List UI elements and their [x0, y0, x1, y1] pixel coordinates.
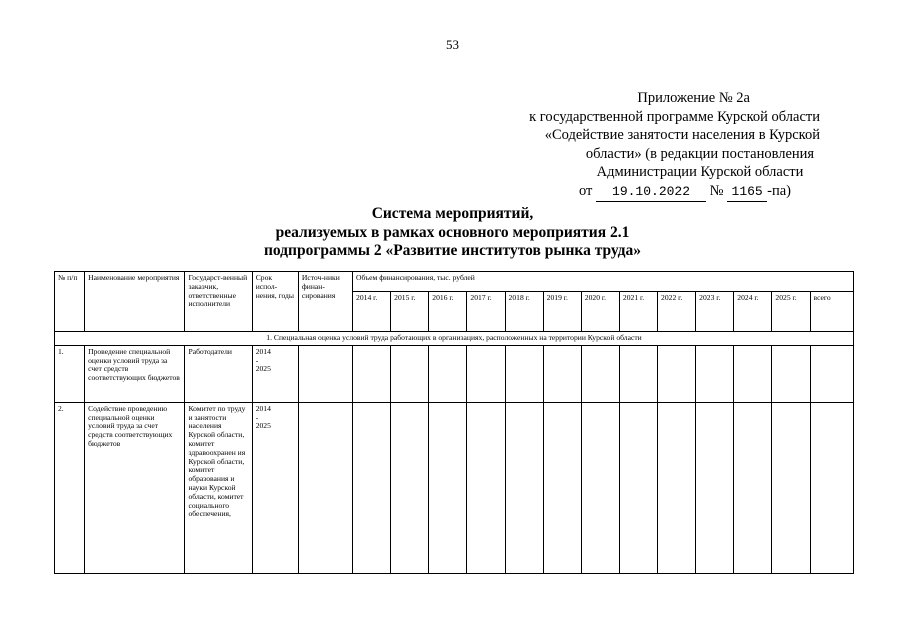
row-cell: [505, 402, 543, 573]
row-cell: [734, 402, 772, 573]
row-cell: [696, 345, 734, 402]
row-name: Проведение специальной оценки условий труда за счет средств соответствующих бюджетов: [85, 345, 185, 402]
order-suffix: -па): [767, 182, 791, 199]
row-cell: [429, 345, 467, 402]
row-name: Содействие проведению специальной оценки условий труда за счет средств соответствующих бюджетов: [85, 402, 185, 573]
row-cell: [658, 402, 696, 573]
header-year: 2018 г.: [505, 292, 543, 332]
appendix-line-5: Администрации Курской области: [596, 164, 804, 180]
row-cell: [810, 345, 853, 402]
document-title: [0, 205, 905, 261]
table-row: [55, 402, 854, 573]
row-cell: [734, 345, 772, 402]
header-name: Наименование мероприятия: [85, 272, 185, 332]
appendix-line-3: «Содействие занятости населения в Курской: [544, 127, 820, 143]
appendix-block: [470, 89, 820, 202]
order-prefix: от: [579, 182, 593, 199]
section-title: 1. Специальная оценка условий труда работающих в организациях, расположенных на территории Курской области: [55, 332, 854, 346]
header-total: всего: [810, 292, 853, 332]
page-number: 53: [446, 37, 459, 52]
appendix-line-1: Приложение № 2а: [637, 90, 750, 106]
header-year: 2025 г.: [772, 292, 810, 332]
header-year: 2023 г.: [696, 292, 734, 332]
appendix-line-2: к государственной программе Курской области: [529, 108, 820, 125]
header-term: Срок испол-нения, годы: [252, 272, 298, 332]
header-year: 2017 г.: [467, 292, 505, 332]
order-line: [470, 182, 820, 203]
header-funding: Объем финансирования, тыс. рублей: [353, 272, 854, 292]
row-term: 2014 - 2025: [252, 345, 298, 402]
row-cell: [467, 402, 505, 573]
row-cell: [619, 402, 657, 573]
header-year: 2020 г.: [581, 292, 619, 332]
row-customer: Комитет по труду и занятости населения Курской области, комитет здравоохранен ия Курской области, комитет образования и науки Курской области, комитет социального обеспечения,: [185, 402, 252, 573]
row-cell: [772, 345, 810, 402]
row-cell: [543, 402, 581, 573]
title-line-2: реализуемых в рамках основного мероприятия 2.1: [275, 223, 630, 241]
title-line-1: Система мероприятий,: [371, 205, 534, 222]
row-cell: [353, 345, 391, 402]
row-cell: [467, 345, 505, 402]
header-year: 2014 г.: [353, 292, 391, 332]
row-source: [298, 402, 352, 573]
order-number: 1165: [727, 183, 767, 203]
header-year: 2022 г.: [658, 292, 696, 332]
row-source: [298, 345, 352, 402]
row-cell: [429, 402, 467, 573]
row-num: 1.: [55, 345, 85, 402]
measures-table: [54, 271, 854, 574]
header-customer: Государст-венный заказчик, ответственные исполнители: [185, 272, 252, 332]
row-cell: [391, 345, 429, 402]
header-year: 2019 г.: [543, 292, 581, 332]
row-cell: [810, 402, 853, 573]
row-term: 2014 - 2025: [252, 402, 298, 573]
order-number-label: №: [709, 182, 724, 199]
row-cell: [619, 345, 657, 402]
header-source: Источ-ники финан-сирования: [298, 272, 352, 332]
row-num: 2.: [55, 402, 85, 573]
row-cell: [543, 345, 581, 402]
header-year: 2016 г.: [429, 292, 467, 332]
order-date: 19.10.2022: [596, 183, 706, 203]
row-cell: [581, 345, 619, 402]
row-cell: [581, 402, 619, 573]
row-cell: [391, 402, 429, 573]
header-year: 2021 г.: [619, 292, 657, 332]
title-line-3: подпрограммы 2 «Развитие институтов рынка труда»: [263, 242, 642, 259]
appendix-line-4: области» (в редакции постановления: [585, 145, 815, 162]
row-cell: [353, 402, 391, 573]
table-row: [55, 345, 854, 402]
header-year: 2015 г.: [391, 292, 429, 332]
header-year: 2024 г.: [734, 292, 772, 332]
row-cell: [772, 402, 810, 573]
row-customer: Работодатели: [185, 345, 252, 402]
header-num: № п/п: [55, 272, 85, 332]
row-cell: [505, 345, 543, 402]
row-cell: [696, 402, 734, 573]
row-cell: [658, 345, 696, 402]
